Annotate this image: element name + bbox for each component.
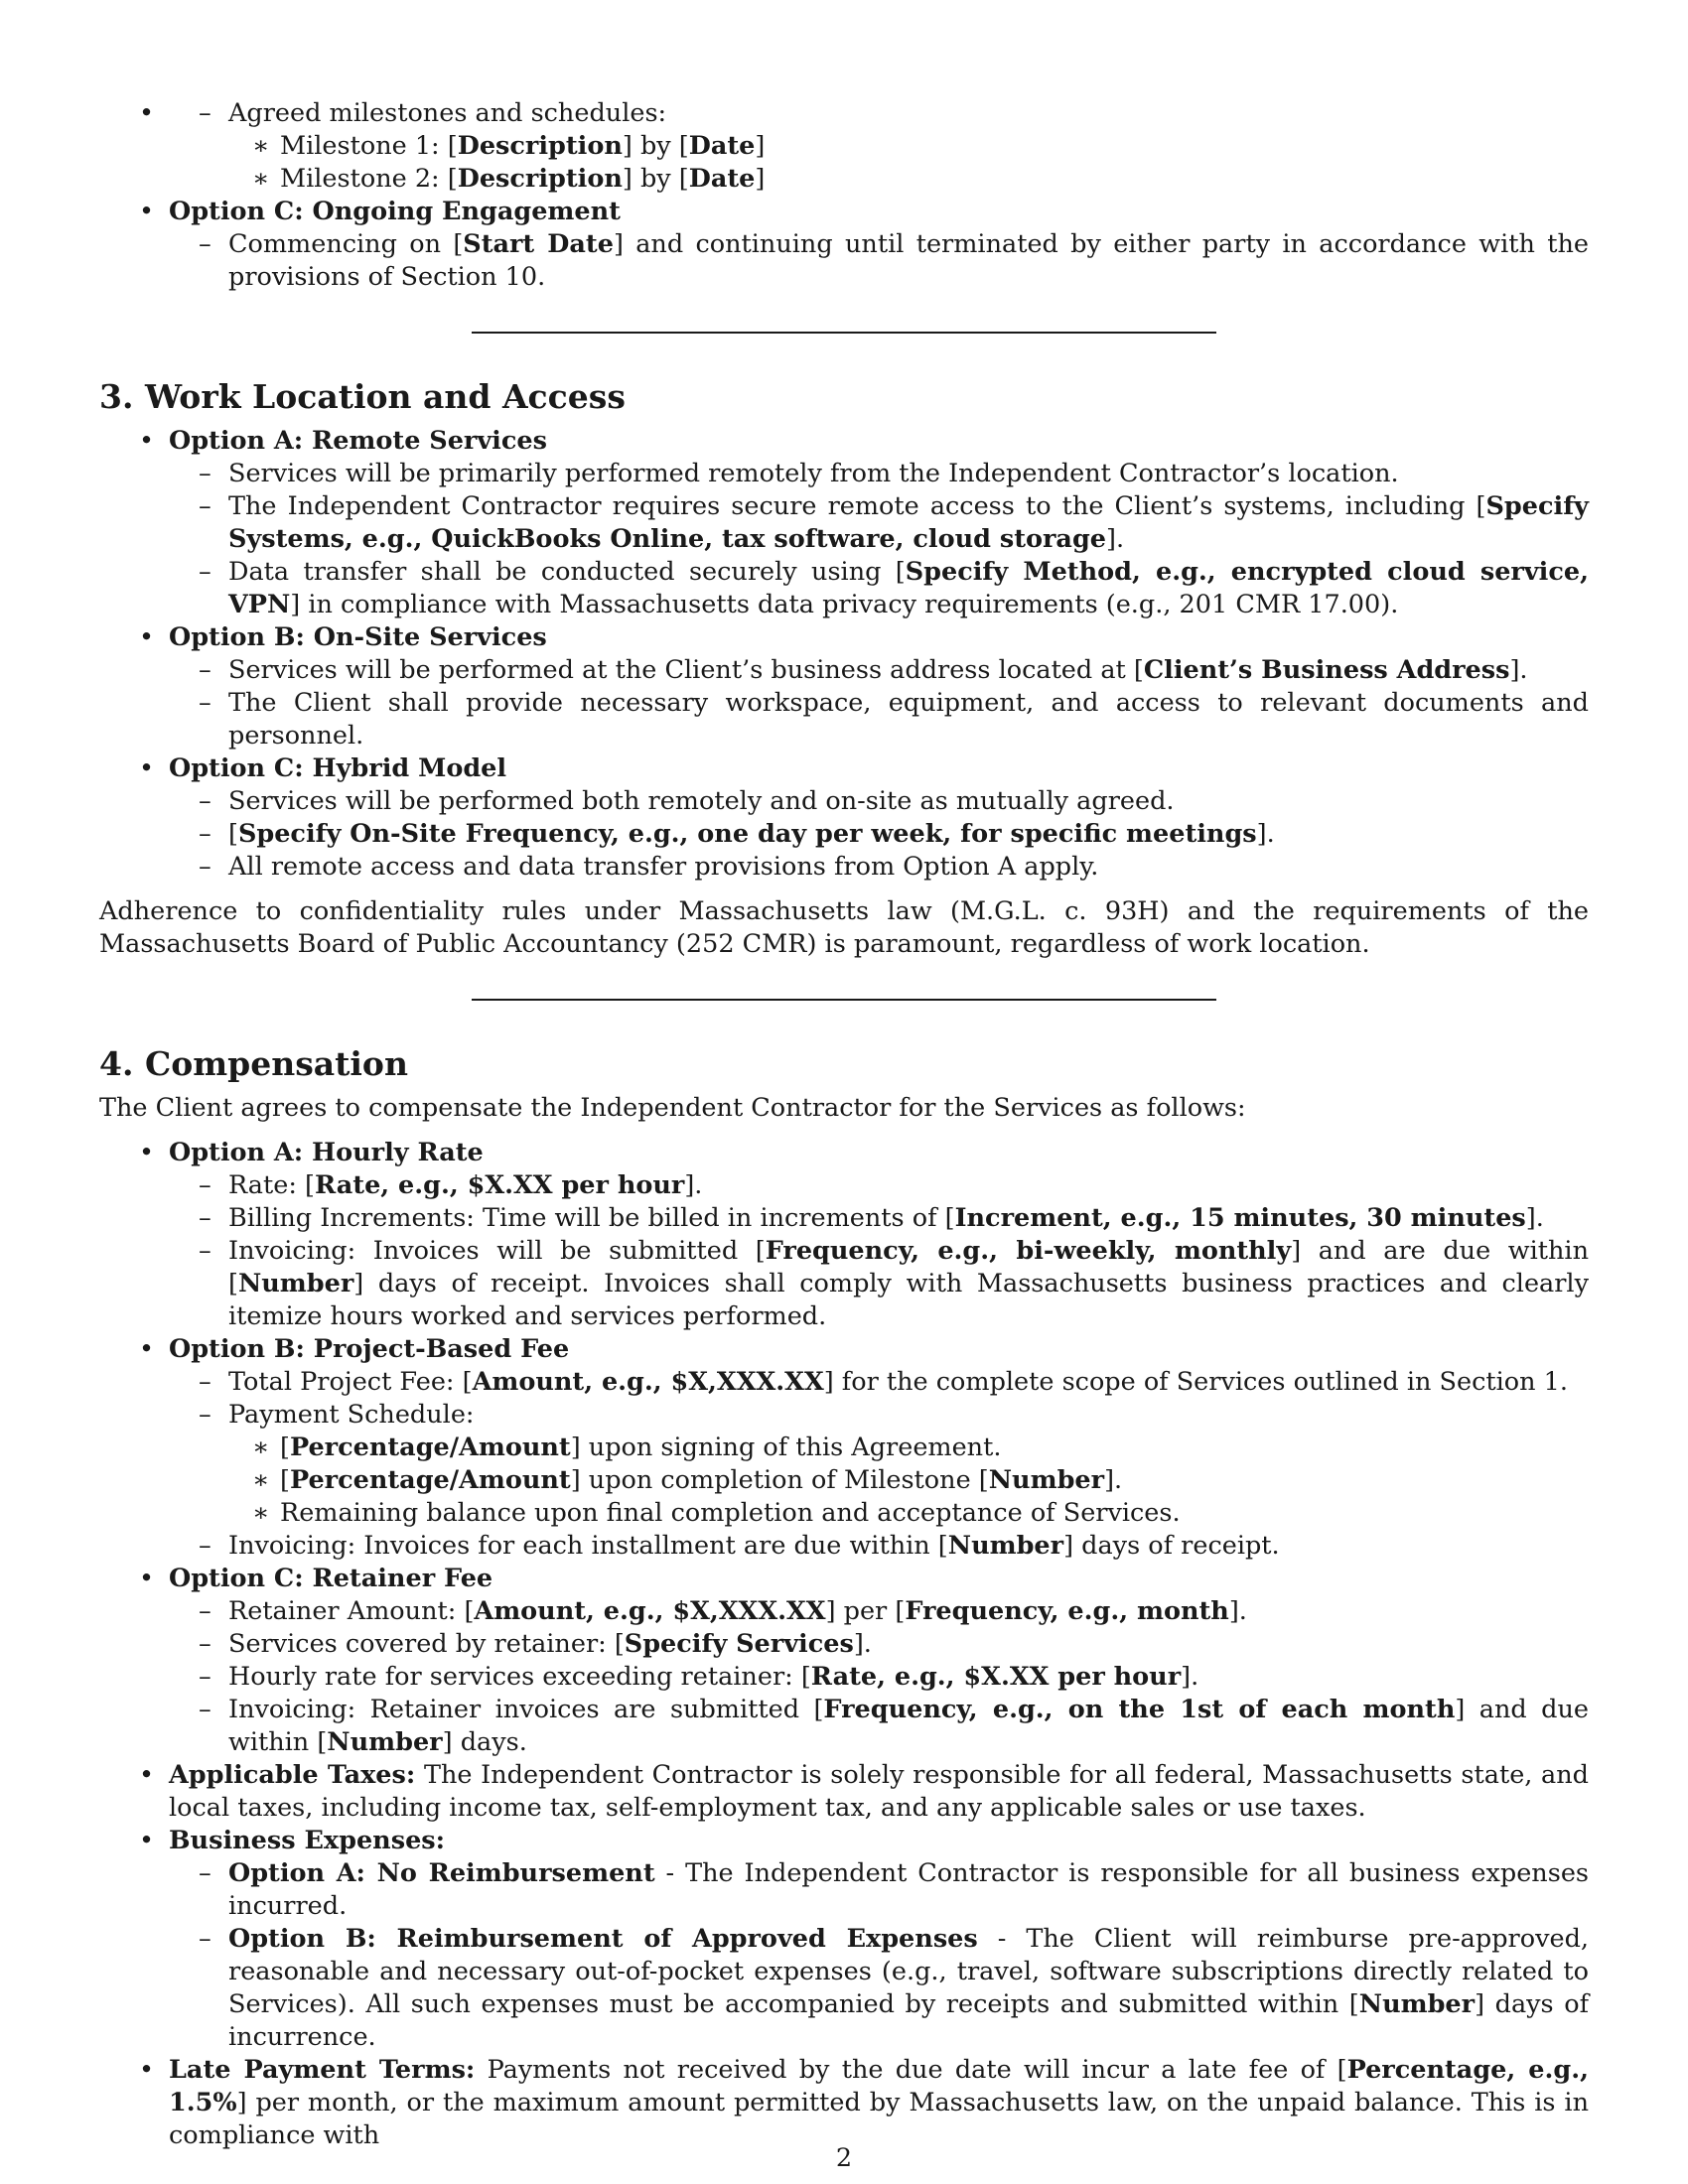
list-item: – Services covered by retainer: [Specify Services]. bbox=[228, 1628, 1589, 1661]
section-heading: 3. Work Location and Access bbox=[99, 377, 626, 416]
section-3-options bbox=[99, 425, 1589, 884]
option-b-onsite: • Option B: On-Site Services – Services will be performed at the Client’s business address located at [Client’s Business Address]. – The Client shall provide necessary workspace, equipment, and access to relevant documents and personnel. bbox=[169, 621, 1589, 752]
applicable-taxes: • Applicable Taxes: The Independent Contractor is solely responsible for all federal, Massachusetts state, and local taxes, including income tax, self-employment tax, and any applicable sales or use taxes. bbox=[169, 1759, 1589, 1825]
paragraph: Adherence to confidentiality rules under Massachusetts law (M.G.L. c. 93H) and the requirements of the Massachusetts Board of Public Accountancy (252 CMR) is paramount, regardless of work location. bbox=[99, 896, 1589, 959]
list-item: – Services will be primarily performed remotely from the Independent Contractor’s location. bbox=[228, 458, 1589, 490]
list-item: – Total Project Fee: [Amount, e.g., $X,XXX.XX] for the complete scope of Services outlined in Section 1. bbox=[228, 1366, 1589, 1399]
term-options-continued bbox=[99, 97, 1589, 196]
milestones bbox=[228, 130, 1589, 196]
milestone-1: ∗ Milestone 1: [Description] by [Date] bbox=[280, 130, 1589, 163]
business-expenses: • Business Expenses: – Option A: No Reimbursement - The Independent Contractor is responsible for all business expenses incurred. – Option B: Reimbursement of Approved Expenses - The Client will reimburse pre-approved, reasonable and necessary out-of-pocket expenses (e.g., travel, software subscriptions directly related to Services). All such expenses must be accompanied by receipts and submitted within [Number] days of incurrence. bbox=[169, 1825, 1589, 2054]
list-item: ∗ Remaining balance upon final completion and acceptance of Services. bbox=[280, 1497, 1589, 1530]
list-item: – Hourly rate for services exceeding retainer: [Rate, e.g., $X.XX per hour]. bbox=[228, 1661, 1589, 1694]
option-b-project: • Option B: Project-Based Fee – Total Project Fee: [Amount, e.g., $X,XXX.XX] for the complete scope of Services outlined in Section 1. – Payment Schedule: ∗ [Percentage/Amount] upon signing of this Agreement. ∗ [Percentage/Amount] upon completion of Milestone [Number]. ∗ Remaining balance upon final completion and acceptance of Services. – Invoicing: Invoices for each installment are due within [Number] days of receipt. bbox=[169, 1333, 1589, 1563]
list-item: – Payment Schedule: ∗ [Percentage/Amount] upon signing of this Agreement. ∗ [Percentage/Amount] upon completion of Milestone [Number]. ∗ Remaining balance upon final completion and acceptance of Services. bbox=[228, 1399, 1589, 1530]
list-item: – • Agreed milestones and schedules: ∗ Milestone 1: [Description] by [Date] ∗ Milestone 2: [Description] by [Date] bbox=[228, 97, 1589, 196]
milestone-list bbox=[99, 97, 1589, 196]
list-item: ∗ [Percentage/Amount] upon signing of this Agreement. bbox=[280, 1432, 1589, 1464]
list-item: – Services will be performed at the Client’s business address located at [Client’s Business Address]. bbox=[228, 654, 1589, 687]
payment-schedule bbox=[228, 1432, 1589, 1530]
list-item: – Invoicing: Invoices will be submitted [Frequency, e.g., bi-weekly, monthly] and are due within [Number] days of receipt. Invoices shall comply with Massachusetts business practices and clearly itemize hours worked and services performed. bbox=[228, 1235, 1589, 1333]
late-payment-terms: • Late Payment Terms: Payments not received by the due date will incur a late fee of [Percentage, e.g., 1.5%] per month, or the maximum amount permitted by Massachusetts law, on the unpaid balance. This is in compliance with bbox=[169, 2054, 1589, 2152]
section-heading: 4. Compensation bbox=[99, 1044, 408, 1083]
list-item: – Rate: [Rate, e.g., $X.XX per hour]. bbox=[228, 1169, 1589, 1202]
page-number: 2 bbox=[835, 2143, 853, 2173]
list-item: – Retainer Amount: [Amount, e.g., $X,XXX.XX] per [Frequency, e.g., month]. bbox=[228, 1595, 1589, 1628]
paragraph: The Client agrees to compensate the Independent Contractor for the Services as follows: bbox=[99, 1093, 1246, 1123]
milestone-2: ∗ Milestone 2: [Description] by [Date] bbox=[280, 163, 1589, 196]
list-item: – Billing Increments: Time will be billed in increments of [Increment, e.g., 15 minutes, 30 minutes]. bbox=[228, 1202, 1589, 1235]
list-item: – All remote access and data transfer provisions from Option A apply. bbox=[228, 851, 1589, 884]
list-item: – Data transfer shall be conducted securely using [Specify Method, e.g., encrypted cloud service, VPN] in compliance with Massachusetts data privacy requirements (e.g., 201 CMR 17.00). bbox=[228, 556, 1589, 621]
list-item: – The Independent Contractor requires secure remote access to the Client’s systems, including [Specify Systems, e.g., QuickBooks Online, tax software, cloud storage]. bbox=[228, 490, 1589, 556]
option-c-retainer: • Option C: Retainer Fee – Retainer Amount: [Amount, e.g., $X,XXX.XX] per [Frequency, e.g., month]. – Services covered by retainer: [Specify Services]. – Hourly rate for services exceeding retainer: [Rate, e.g., $X.XX per hour]. – Invoicing: Retainer invoices are submitted [Frequency, e.g., on the 1st of each month] and due within [Number] days. bbox=[169, 1563, 1589, 1759]
list-item: – Option A: No Reimbursement - The Independent Contractor is responsible for all business expenses incurred. bbox=[228, 1857, 1589, 1923]
list-item: – Invoicing: Invoices for each installment are due within [Number] days of receipt. bbox=[228, 1530, 1589, 1563]
section-4-options bbox=[99, 1137, 1589, 2152]
list-item: – Commencing on [Start Date] and continuing until terminated by either party in accordance with the provisions of Section 10. bbox=[228, 228, 1589, 294]
list-item: – Services will be performed both remotely and on-site as mutually agreed. bbox=[228, 785, 1589, 818]
option-b-continued bbox=[169, 97, 1589, 196]
document-page bbox=[99, 97, 1589, 2152]
option-c-list bbox=[99, 196, 1589, 294]
option-title: Option C: Ongoing Engagement bbox=[169, 197, 621, 226]
option-a-remote: • Option A: Remote Services – Services will be primarily performed remotely from the Independent Contractor’s location. – The Independent Contractor requires secure remote access to the Client’s systems, including [Specify Systems, e.g., QuickBooks Online, tax software, cloud storage]. – Data transfer shall be conducted securely using [Specify Method, e.g., encrypted cloud service, VPN] in compliance with Massachusetts data privacy requirements (e.g., 201 CMR 17.00). bbox=[169, 425, 1589, 621]
option-c-hybrid: • Option C: Hybrid Model – Services will be performed both remotely and on-site as mutually agreed. – [Specify On-Site Frequency, e.g., one day per week, for specific meetings]. – All remote access and data transfer provisions from Option A apply. bbox=[169, 752, 1589, 884]
list-item: – Option B: Reimbursement of Approved Expenses - The Client will reimburse pre-approved, reasonable and necessary out-of-pocket expenses (e.g., travel, software subscriptions directly related to Services). All such expenses must be accompanied by receipts and submitted within [Number] days of incurrence. bbox=[228, 1923, 1589, 2054]
list-item: – The Client shall provide necessary workspace, equipment, and access to relevant documents and personnel. bbox=[228, 687, 1589, 752]
list-item: – [Specify On-Site Frequency, e.g., one day per week, for specific meetings]. bbox=[228, 818, 1589, 851]
list-item: – Invoicing: Retainer invoices are submitted [Frequency, e.g., on the 1st of each month] and due within [Number] days. bbox=[228, 1694, 1589, 1759]
option-a-hourly: • Option A: Hourly Rate – Rate: [Rate, e.g., $X.XX per hour]. – Billing Increments: Time will be billed in increments of [Increment, e.g., 15 minutes, 30 minutes]. – Invoicing: Invoices will be submitted [Frequency, e.g., bi-weekly, monthly] and are due within [Number] days of receipt. Invoices shall comply with Massachusetts business practices and clearly itemize hours worked and services performed. bbox=[169, 1137, 1589, 1333]
option-c-ongoing bbox=[169, 196, 1589, 294]
list-item: ∗ [Percentage/Amount] upon completion of Milestone [Number]. bbox=[280, 1464, 1589, 1497]
